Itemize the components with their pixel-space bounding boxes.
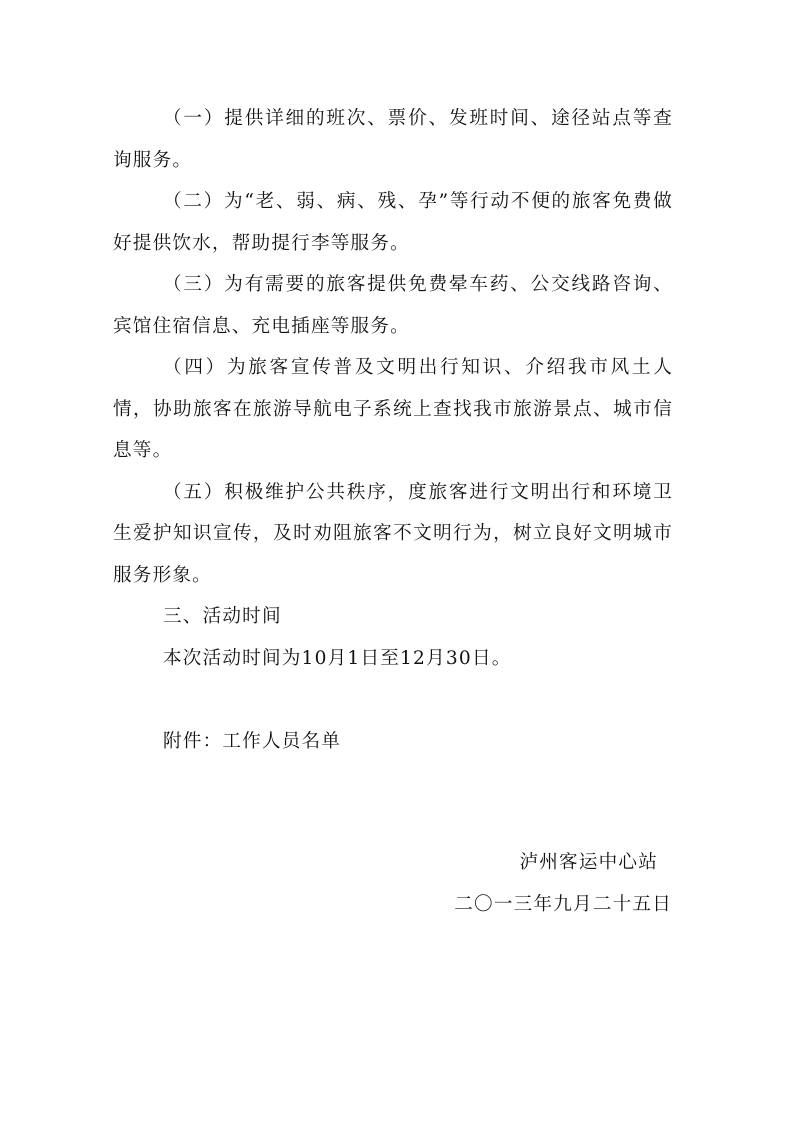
document-body <box>113 98 673 762</box>
service-item-3: （三）为有需要的旅客提供免费晕车药、公交线路咨询、宾馆住宿信息、充电插座等服务。 <box>113 274 673 337</box>
service-item-5: （五）积极维护公共秩序，度旅客进行文明出行和环境卫生爱护知识宣传，及时劝阻旅客不文明行为，树立良好文明城市服务形象。 <box>113 481 673 586</box>
signature-date: 二〇一三年九月二十五日 <box>454 893 672 915</box>
section-heading-activity-time: 三、活动时间 <box>163 606 282 627</box>
activity-time-text: 本次活动时间为10月1日至12月30日。 <box>163 647 512 669</box>
signature-organization: 泸州客运中心站 <box>519 852 658 873</box>
blank-line <box>113 679 673 721</box>
service-item-1: （一）提供详细的班次、票价、发班时间、途径站点等查询服务。 <box>113 108 673 171</box>
service-item-4: （四）为旅客宣传普及文明出行知识、介绍我市风土人情，协助旅客在旅游导航电子系统上查找我市旅游景点、城市信息等。 <box>113 357 673 461</box>
attachment-note: 附件：工作人员名单 <box>163 730 342 752</box>
service-item-2: （二）为“老、弱、病、残、孕”等行动不便的旅客免费做好提供饮水，帮助提行李等服务。 <box>113 191 673 254</box>
signature-block <box>454 842 672 925</box>
